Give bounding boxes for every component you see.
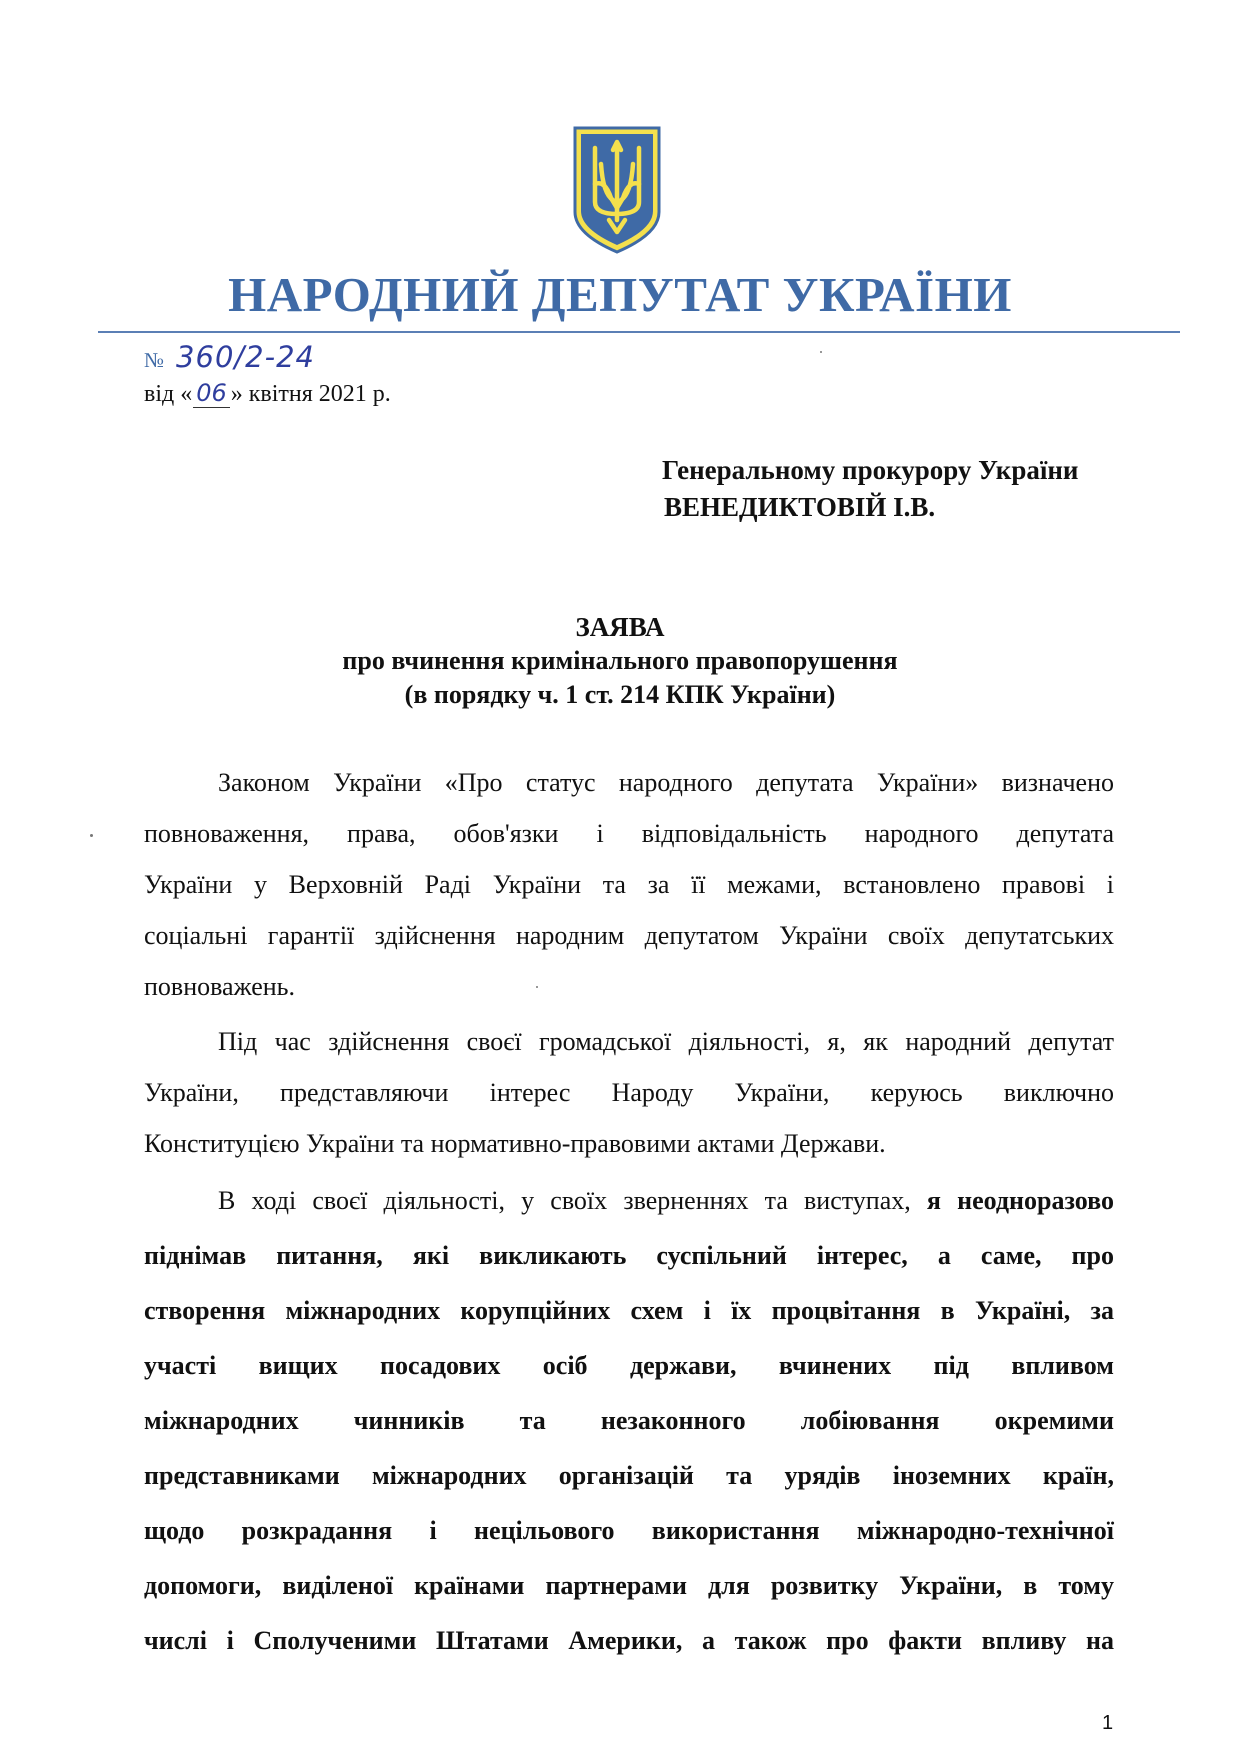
registration-number bbox=[144, 340, 315, 374]
document-subtitle: про вчинення кримінального правопорушення bbox=[342, 646, 898, 675]
document-type: ЗАЯВА bbox=[575, 612, 665, 642]
text-line: допомоги, виділеної країнами партнерами для розвитку України, в тому bbox=[144, 1571, 1114, 1600]
paragraph-2 bbox=[144, 1016, 1114, 1169]
text-line: створення міжнародних корупційних схем і їх процвітання в Україні, за bbox=[144, 1296, 1114, 1325]
document-title bbox=[0, 610, 1240, 712]
text-line: повноваження, права, обов'язки і відповідальність народного депутата bbox=[144, 819, 1114, 848]
date-prefix: від « bbox=[144, 381, 193, 407]
registration-date bbox=[144, 379, 391, 408]
document-body bbox=[144, 757, 1114, 1668]
text-line: піднімав питання, які викликають суспільний інтерес, а саме, про bbox=[144, 1241, 1114, 1270]
tryzub-icon bbox=[571, 124, 663, 256]
text-bold: я неодноразово bbox=[926, 1186, 1114, 1215]
letterhead-divider bbox=[98, 331, 1180, 333]
document-legal-basis: (в порядку ч. 1 ст. 214 КПК України) bbox=[404, 680, 836, 709]
scan-speck bbox=[820, 351, 822, 353]
scan-speck bbox=[536, 986, 538, 988]
text-normal: В ході своєї діяльності, у своїх зверненнях та виступах, bbox=[218, 1186, 927, 1215]
text-line: Під час здійснення своєї громадської діяльності, я, як народний депутат bbox=[218, 1027, 1114, 1056]
paragraph-1 bbox=[144, 757, 1114, 1012]
text-line: участі вищих посадових осіб держави, вчинених під впливом bbox=[144, 1351, 1114, 1380]
text-line: повноважень. bbox=[144, 972, 296, 1001]
text-line bbox=[144, 1173, 1114, 1228]
letterhead-title: НАРОДНИЙ ДЕПУТАТ УКРАЇНИ bbox=[228, 267, 1012, 322]
date-suffix: » квітня 2021 р. bbox=[230, 381, 391, 407]
page-number: 1 bbox=[1102, 1712, 1114, 1734]
addressee-name: ВЕНЕДИКТОВІЙ І.В. bbox=[664, 492, 936, 522]
text-line: Законом України «Про статус народного депутата України» визначено bbox=[218, 768, 1114, 797]
scan-speck bbox=[90, 834, 93, 837]
text-line: числі і Сполученими Штатами Америки, а також про факти впливу на bbox=[144, 1626, 1114, 1655]
number-label: № bbox=[144, 348, 165, 372]
text-line: представниками міжнародних організацій та урядів іноземних країн, bbox=[144, 1461, 1114, 1490]
addressee-title: Генеральному прокурору України bbox=[662, 455, 1079, 485]
paragraph-3 bbox=[144, 1173, 1114, 1668]
handwritten-number: 360/2-24 bbox=[176, 340, 315, 374]
text-line: України у Верховній Раді України та за її межами, встановлено правові і bbox=[144, 870, 1114, 899]
text-line: України, представляючи інтерес Народу України, керуюсь виключно bbox=[144, 1078, 1114, 1107]
handwritten-day: 06 bbox=[193, 379, 230, 408]
addressee-block bbox=[662, 452, 1078, 526]
text-line: щодо розкрадання і нецільового використання міжнародно-технічної bbox=[144, 1516, 1114, 1545]
text-line: соціальні гарантії здійснення народним депутатом України своїх депутатських bbox=[144, 921, 1114, 950]
text-line: Конституцією України та нормативно-правовими актами Держави. bbox=[144, 1129, 886, 1158]
text-line: міжнародних чинників та незаконного лобіювання окремими bbox=[144, 1406, 1114, 1435]
